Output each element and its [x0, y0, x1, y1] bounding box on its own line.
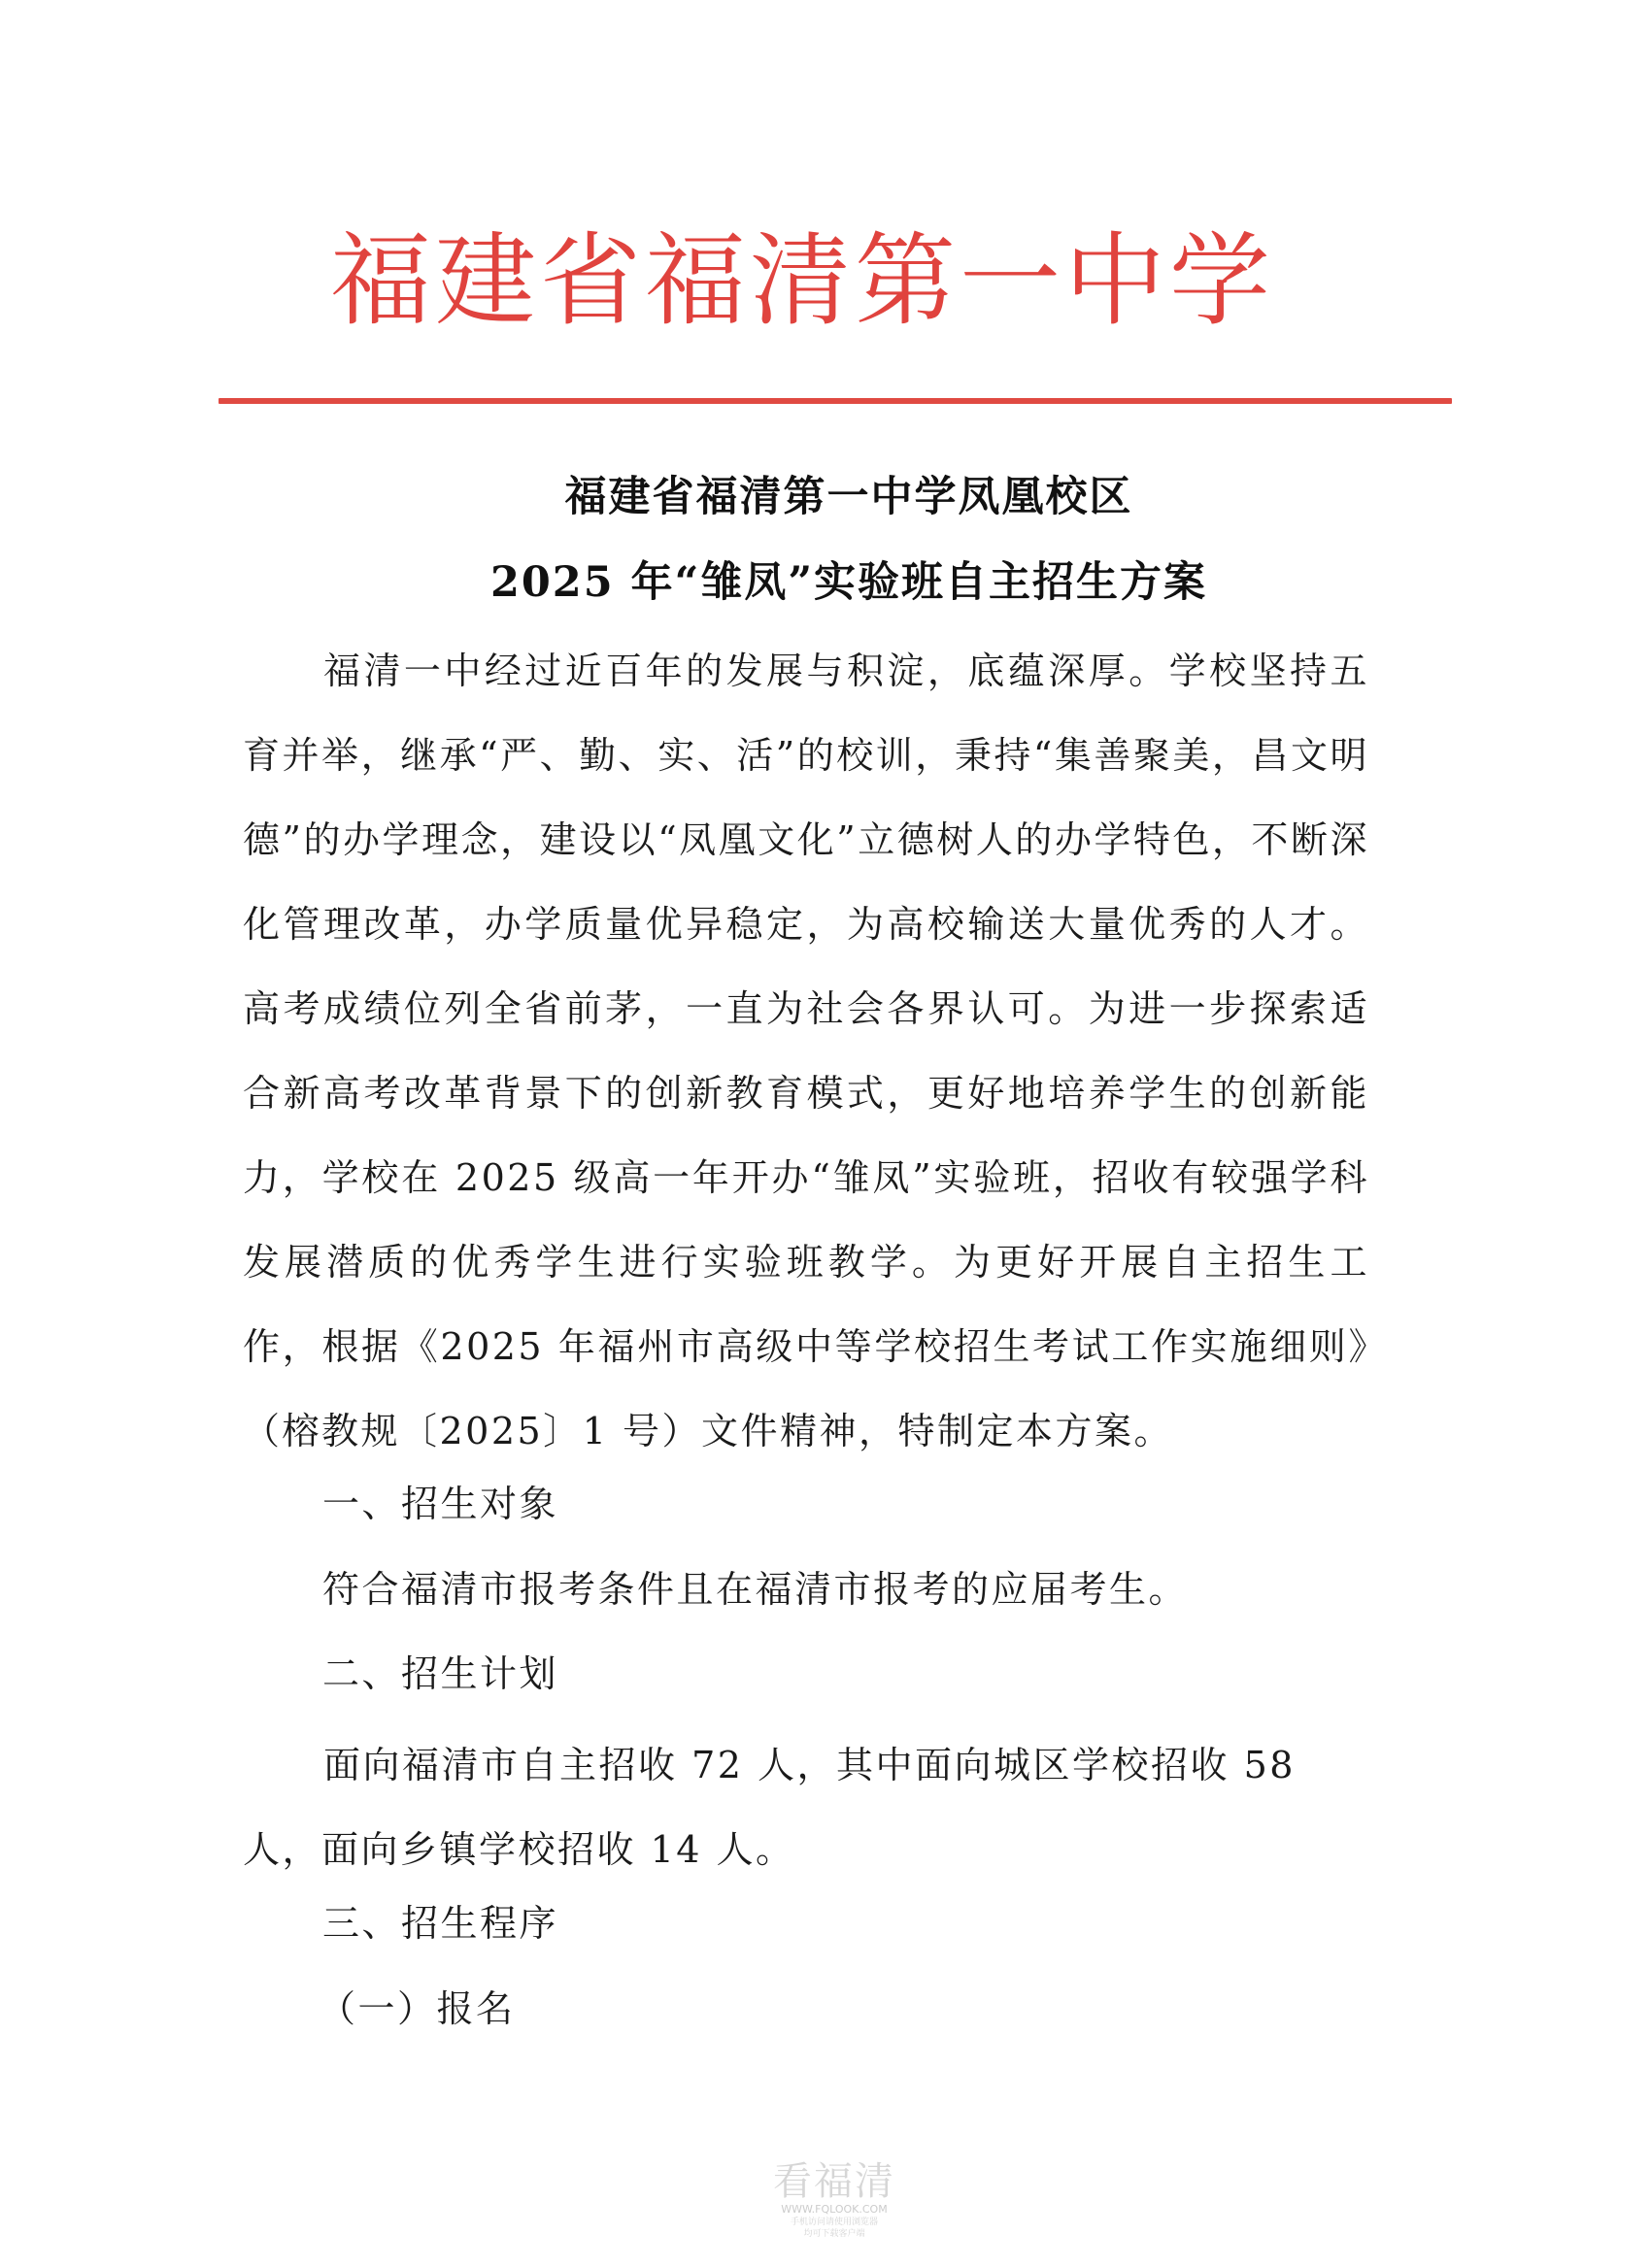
watermark-note-1: 手机访问请使用浏览器: [790, 2218, 878, 2227]
letterhead-org-name: 福建省福清第一中学: [329, 221, 1274, 340]
letterhead-red-rule: [219, 398, 1452, 404]
intro-paragraph: 福清一中经过近百年的发展与积淀，底蕴深厚。学校坚持五育并举，继承“严、勤、实、活”的校训，秉持“集善聚美，昌文明德”的办学理念，建设以“凤凰文化”立德树人的办学特色，不断深化管理改革，办学质量优异稳定，为高校输送大量优秀的人才。高考成绩位列全省前茅，一直为社会各界认可。为进一步探索适合新高考改革背景下的创新教育模式，更好地培养学生的创新能力，学校在 2025 级高一年开办“雏凤”实验班，招收有较强学科发展潜质的优秀学生进行实验班教学。为更好开展自主招生工作，根据《2025 年福州市高级中等学校招生考试工作实施细则》（榕教规〔2025〕1 号）文件精神，特制定本方案。: [243, 650, 1369, 1452]
document-title-line-1: 福建省福清第一中学凤凰校区: [564, 473, 1133, 521]
section-1-heading: 一、招生对象: [322, 1483, 559, 1525]
section-2-heading: 二、招生计划: [322, 1652, 559, 1695]
section-2-body: [243, 1723, 1331, 1892]
section-3-heading: 三、招生程序: [322, 1902, 559, 1945]
section-2-text: 面向福清市自主招收 72 人，其中面向城区学校招收 58 人，面向乡镇学校招收 14 人。: [243, 1744, 1296, 1871]
document-title-line-2: 2025 年“雏凤”实验班自主招生方案: [489, 558, 1208, 607]
watermark-url: WWW.FQLOOK.COM: [781, 2203, 888, 2216]
section-1-text: 符合福清市报考条件且在福清市报考的应届考生。: [322, 1568, 1189, 1611]
watermark-note-2: 均可下载客户端: [803, 2229, 865, 2239]
section-3-subheading-1: （一）报名: [319, 1987, 516, 2030]
watermark-title: 看福清: [773, 2159, 895, 2204]
watermark: [761, 2160, 907, 2240]
intro-section: [243, 629, 1369, 1474]
